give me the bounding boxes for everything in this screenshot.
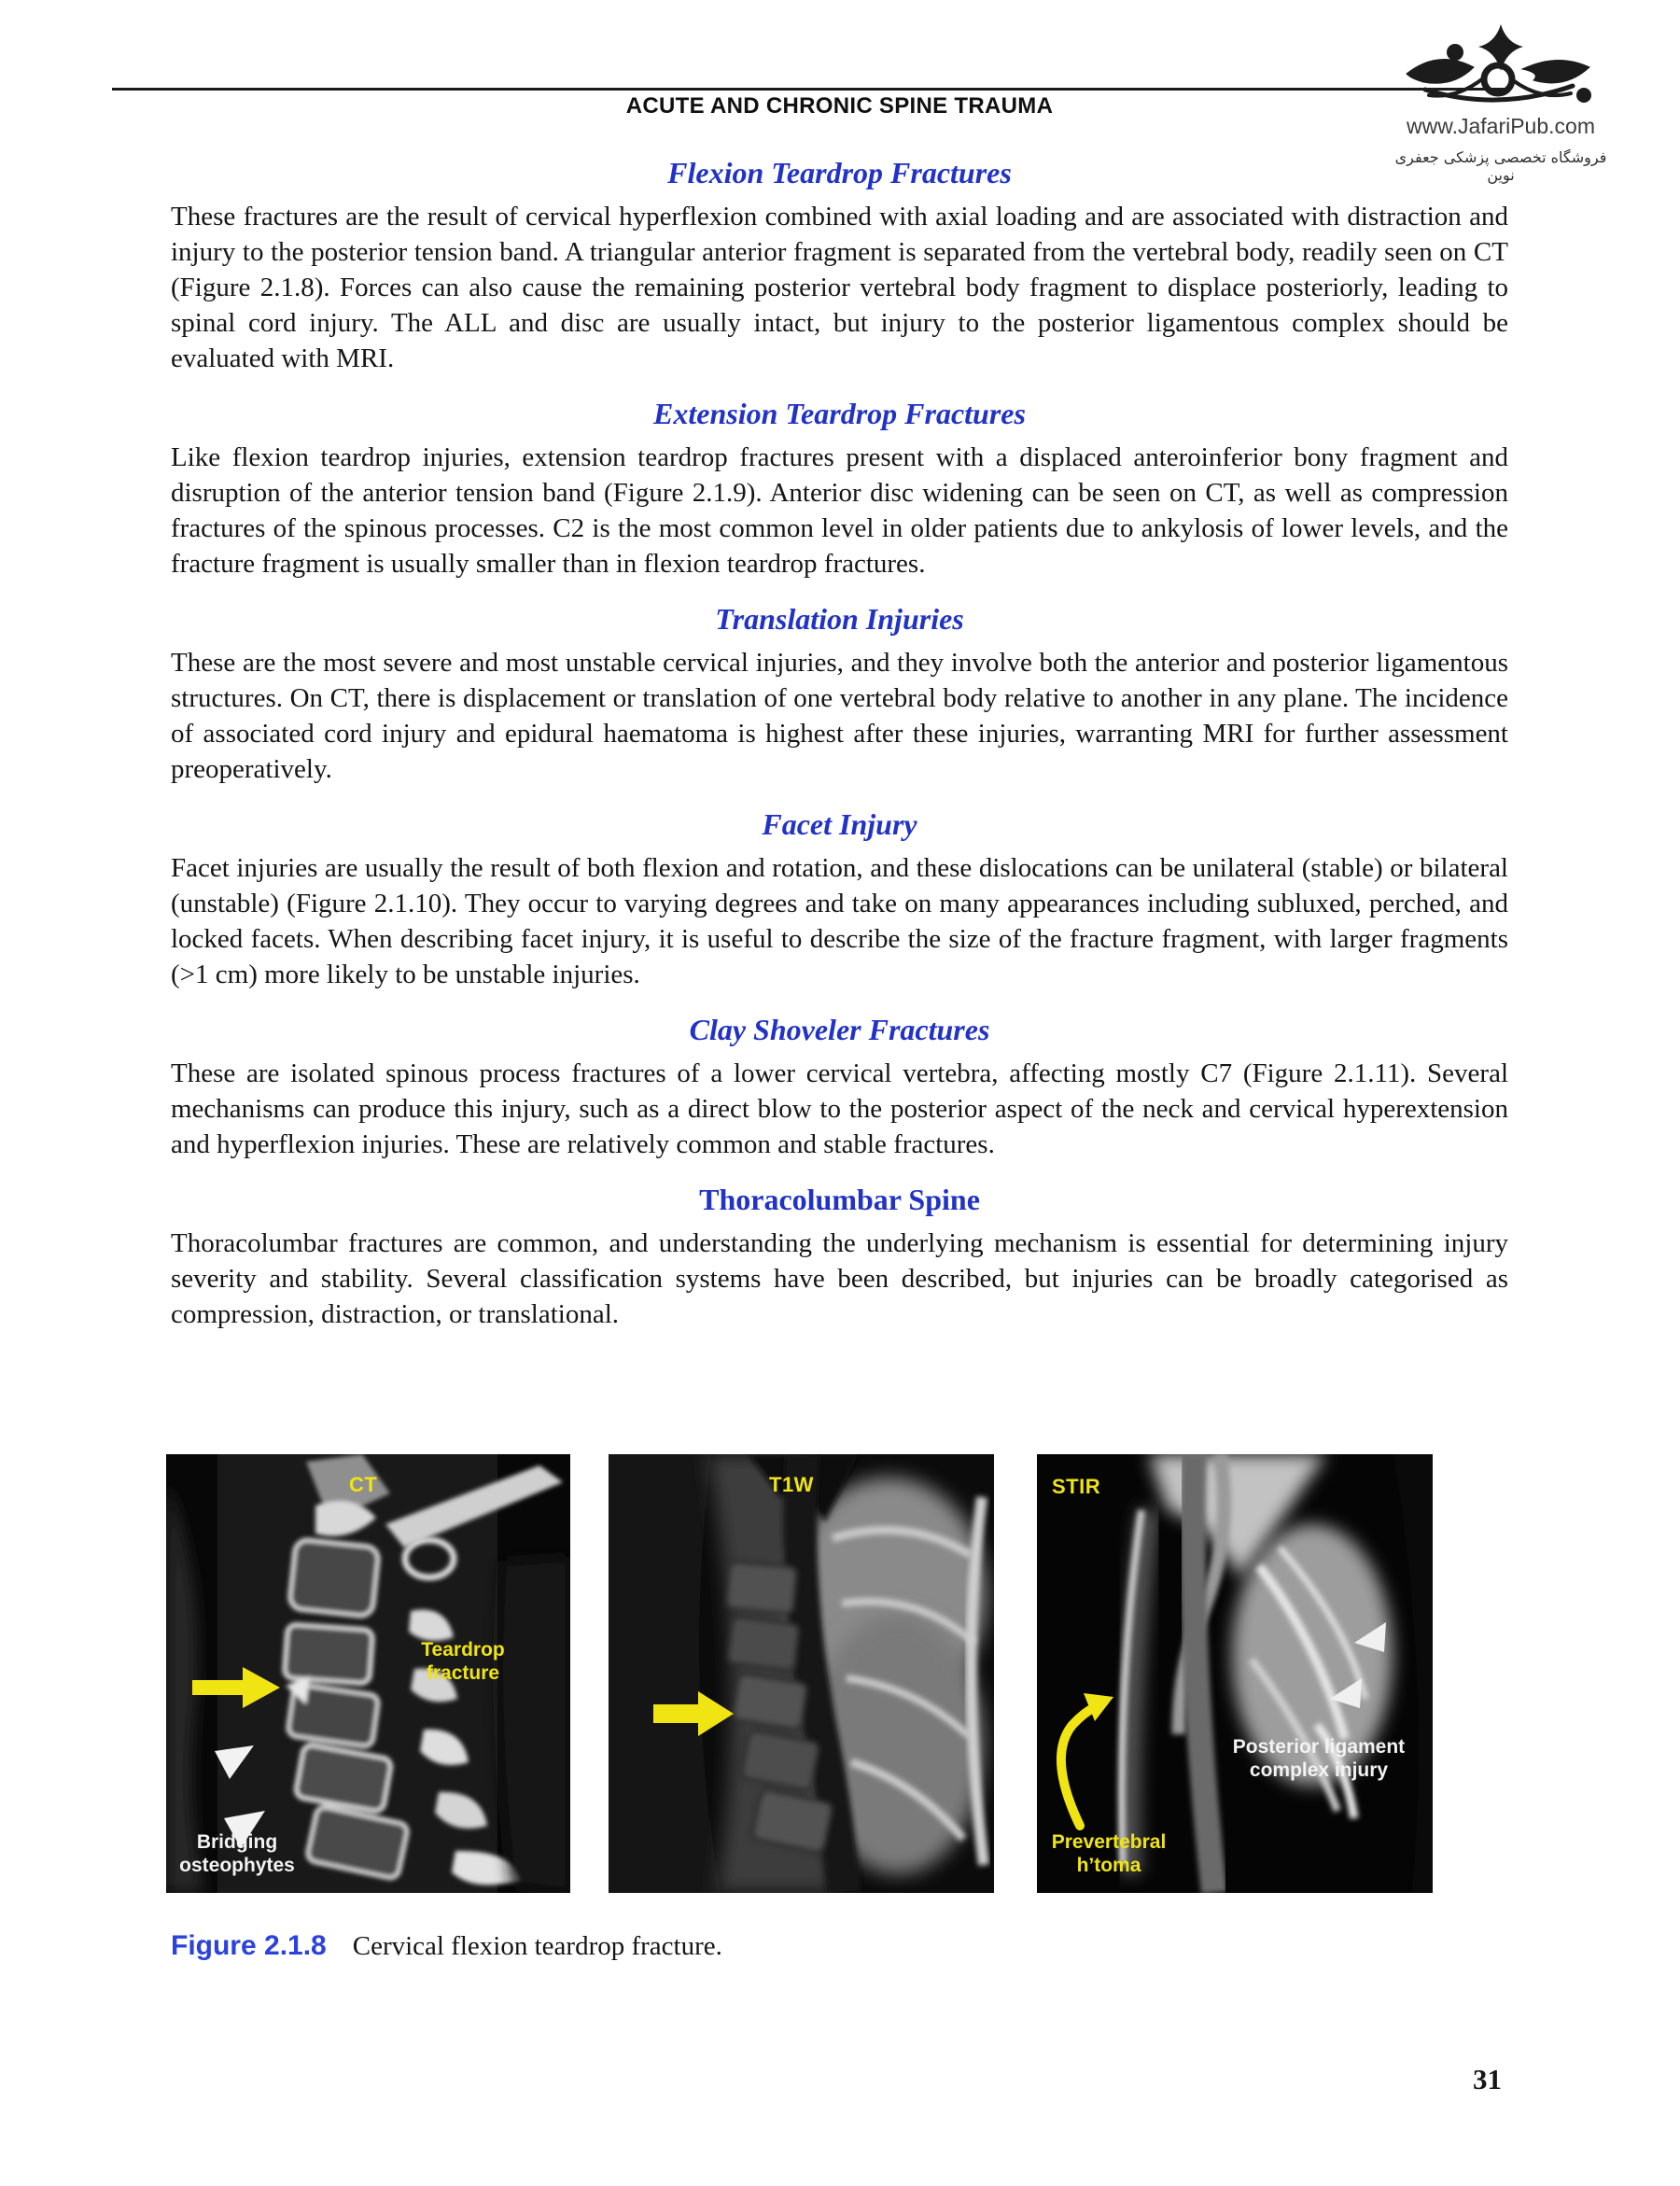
section-paragraph: Facet injuries are usually the result of both flexion and rotation, and these dislocations can be unilateral (stable) or bilateral (unstable) (Figure 2.1.10). They occur to varying degrees and take on many appearances including subluxed, perched, and locked facets. When describing facet injury, it is useful to describe the size of the fracture fragment, with larger fragments (>1 cm) more likely to be unstable injuries. <box>171 853 1508 989</box>
section-clay-shoveler <box>171 1011 1508 1162</box>
section-heading: Translation Injuries <box>715 602 964 636</box>
header-rule <box>112 88 1505 91</box>
section-paragraph: Thoracolumbar fractures are common, and understanding the underlying mechanism is essential for determining injury severity and stability. Several classification systems have been described, but injuries can be broadly categorised as compression, distraction, or translational. <box>171 1228 1508 1329</box>
section-flexion-teardrop <box>171 154 1508 376</box>
figure-panel-t1w <box>609 1454 994 1893</box>
figure-panel-stir <box>1037 1454 1433 1893</box>
page-number: 31 <box>1473 2063 1502 2095</box>
modality-label-stir: STIR <box>1052 1475 1101 1498</box>
figure-number-label: Figure 2.1.8 <box>171 1930 327 1961</box>
figure-caption <box>171 1930 1508 1962</box>
publisher-url: www.JafariPub.com <box>1407 114 1595 138</box>
publisher-tagline-fa: فروشگاه تخصصی پزشکی جعفری نوین <box>1394 148 1607 184</box>
stir-mri-image <box>1037 1454 1433 1893</box>
annotation-posterior-ligament: Posterior ligament complex injury <box>1232 1736 1406 1781</box>
figure-panel-ct <box>166 1454 570 1893</box>
section-extension-teardrop <box>171 395 1508 582</box>
t1w-mri-image <box>609 1454 994 1893</box>
section-thoracolumbar-spine <box>171 1181 1508 1332</box>
section-paragraph: These are the most severe and most unstable cervical injuries, and they involve both the anterior and posterior ligamentous structures. On CT, there is displacement or translation of one vertebral body relative to another in any plane. The incidence of associated cord injury and epidural haematoma is highest after these injuries, warranting MRI for further assessment preoperatively. <box>171 648 1508 784</box>
modality-label-ct: CT <box>349 1473 378 1496</box>
section-facet-injury <box>171 806 1508 992</box>
annotation-prevertebral-haematoma: Prevertebral h’toma <box>1051 1831 1167 1876</box>
modality-label-t1w: T1W <box>769 1473 814 1496</box>
annotation-teardrop-fracture: Teardrop fracture <box>421 1639 505 1684</box>
annotation-bridging-osteophytes: Bridging osteophytes <box>179 1831 295 1876</box>
section-heading: Clay Shoveler Fractures <box>689 1013 990 1046</box>
section-paragraph: Like flexion teardrop injuries, extension teardrop fractures present with a displaced anteroinferior bony fragment and disruption of the anterior tension band (Figure 2.1.9). Anterior disc widening can be seen on CT, as well as compression fractures of the spinous processes. C2 is the most common level in older patients due to ankylosis of lower levels, and the fracture fragment is usually smaller than in flexion teardrop fractures. <box>171 442 1508 579</box>
section-heading: Flexion Teardrop Fractures <box>667 156 1012 189</box>
section-heading: Thoracolumbar Spine <box>699 1183 980 1216</box>
running-head: ACUTE AND CHRONIC SPINE TRAUMA <box>625 93 1054 119</box>
jafaripub-calligraphy-icon <box>1401 21 1601 114</box>
section-paragraph: These are isolated spinous process fractures of a lower cervical vertebra, affecting mostly C7 (Figure 2.1.11). Several mechanisms can produce this injury, such as a direct blow to the posterior aspect of the neck and cervical hyperextension and hyperflexion injuries. These are relatively common and stable fractures. <box>171 1058 1508 1159</box>
section-heading: Extension Teardrop Fractures <box>653 397 1026 430</box>
section-translation-injuries <box>171 600 1508 787</box>
figure-caption-text: Cervical flexion teardrop fracture. <box>352 1931 722 1961</box>
section-paragraph: These fractures are the result of cervical hyperflexion combined with axial loading and are associated with distraction and injury to the posterior tension band. A triangular anterior fragment is separated from the vertebral body, readily seen on CT (Figure 2.1.8). Forces can also cause the remaining posterior vertebral body fragment to displace posteriorly, leading to spinal cord injury. The ALL and disc are usually intact, but injury to the posterior ligamentous complex should be evaluated with MRI. <box>171 202 1508 373</box>
body-text <box>171 154 1508 1351</box>
section-heading: Facet Injury <box>762 807 917 841</box>
